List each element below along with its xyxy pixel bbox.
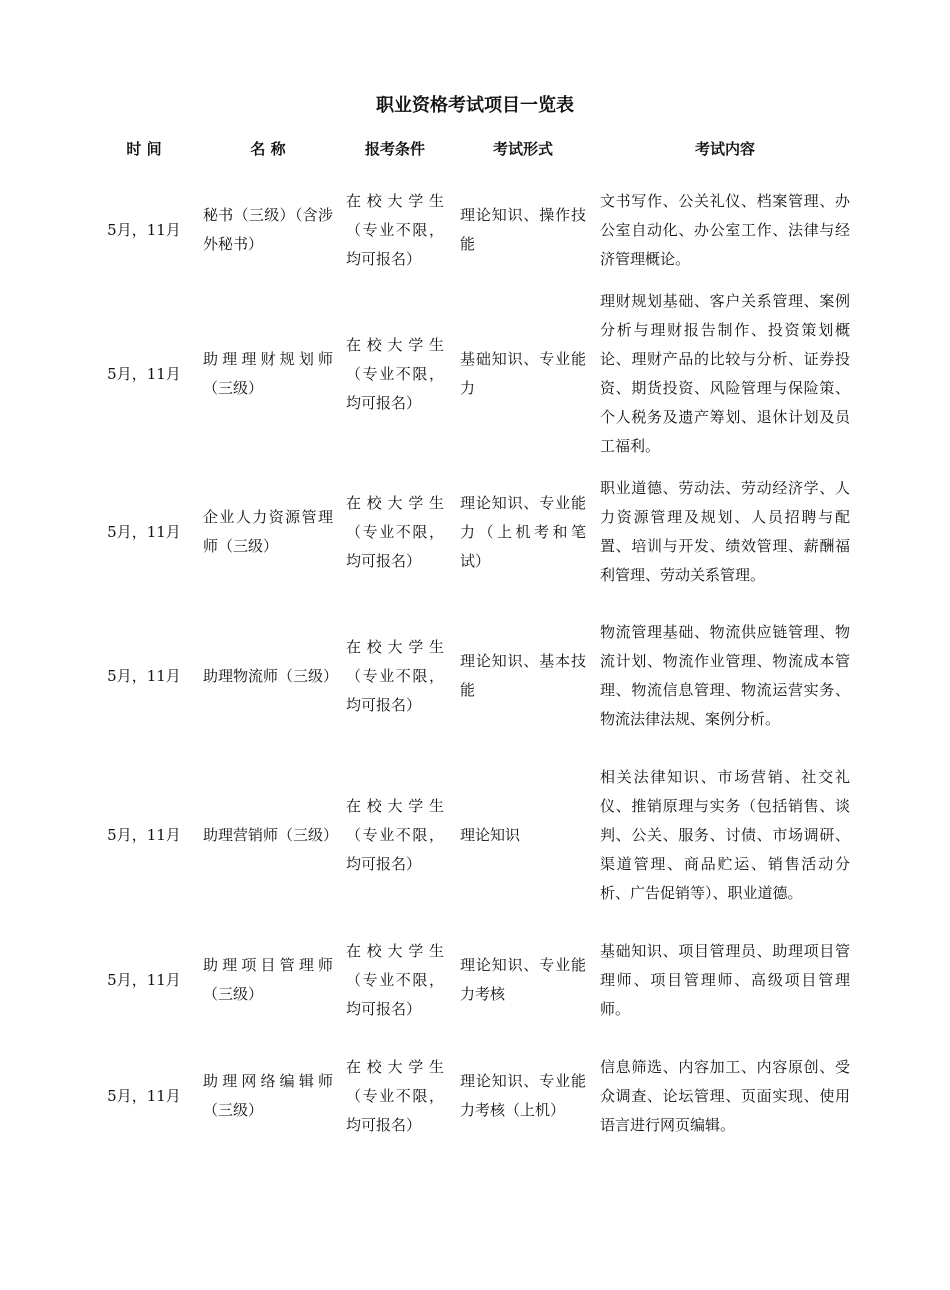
- document-title: 职业资格考试项目一览表: [376, 95, 574, 116]
- form-cell: 理论知识、操作技能: [460, 206, 586, 253]
- form-cell: 基础知识、专业能力: [460, 350, 586, 397]
- table-row: [0, 922, 950, 1038]
- table-row: [0, 460, 950, 604]
- content-cell: 相关法律知识、市场营销、社交礼仪、推销原理与实务（包括销售、谈判、公关、服务、讨债、市场调研、渠道管理、商品贮运、销售活动分析、广告促销等）、职业道德。: [600, 767, 850, 902]
- form-cell: 理论知识、基本技能: [460, 652, 586, 699]
- time-cell: 5月，11月: [107, 970, 181, 989]
- time-cell: 5月，11月: [107, 1086, 181, 1105]
- name-cell: 助理理财规划师（三级）: [203, 350, 333, 397]
- form-cell: 理论知识: [460, 825, 521, 844]
- time-cell: 5月，11月: [107, 364, 181, 383]
- requirement-cell: 在校大学生（专业不限，均可报名）: [346, 191, 444, 268]
- table-row: [0, 604, 950, 748]
- form-cell: 理论知识、专业能力（上机考和笔试）: [460, 493, 586, 570]
- requirement-cell: 在校大学生（专业不限，均可报名）: [346, 796, 444, 873]
- name-cell: 企业人力资源管理师（三级）: [203, 508, 333, 555]
- requirement-cell: 在校大学生（专业不限，均可报名）: [346, 637, 444, 714]
- requirement-cell: 在校大学生（专业不限，均可报名）: [346, 493, 444, 570]
- time-cell: 5月，11月: [107, 522, 181, 541]
- form-cell: 理论知识、专业能力考核（上机）: [460, 1072, 586, 1119]
- table-row: [0, 1038, 950, 1154]
- header-form: 考试形式: [492, 140, 553, 158]
- header-content: 考试内容: [694, 140, 755, 158]
- table-row: [0, 172, 950, 288]
- table-row: [0, 748, 950, 922]
- requirement-cell: 在校大学生（专业不限，均可报名）: [346, 335, 444, 412]
- header-time: 时 间: [126, 140, 162, 158]
- time-cell: 5月，11月: [107, 220, 181, 239]
- name-cell: 助理项目管理师（三级）: [203, 956, 333, 1003]
- name-cell: 助理网络编辑师（三级）: [203, 1072, 333, 1119]
- header-requirement: 报考条件: [364, 140, 425, 158]
- name-cell: 助理物流师（三级）: [203, 666, 339, 685]
- content-cell: 职业道德、劳动法、劳动经济学、人力资源管理及规划、人员招聘与配置、培训与开发、绩效管理、薪酬福利管理、劳动关系管理。: [600, 479, 850, 584]
- form-cell: 理论知识、专业能力考核: [460, 956, 586, 1003]
- content-cell: 文书写作、公关礼仪、档案管理、办公室自动化、办公室工作、法律与经济管理概论。: [600, 191, 850, 268]
- time-cell: 5月，11月: [107, 666, 181, 685]
- table-row: [0, 288, 950, 460]
- content-cell: 基础知识、项目管理员、助理项目管理师、项目管理师、高级项目管理师。: [600, 941, 850, 1018]
- content-cell: 物流管理基础、物流供应链管理、物流计划、物流作业管理、物流成本管理、物流信息管理、物流运营实务、物流法律法规、案例分析。: [600, 623, 850, 728]
- requirement-cell: 在校大学生（专业不限，均可报名）: [346, 1057, 444, 1134]
- header-name: 名 称: [250, 140, 286, 158]
- name-cell: 助理营销师（三级）: [203, 825, 339, 844]
- requirement-cell: 在校大学生（专业不限，均可报名）: [346, 941, 444, 1018]
- name-cell: 秘书（三级）（含涉外秘书）: [203, 206, 333, 253]
- content-cell: 理财规划基础、客户关系管理、案例分析与理财报告制作、投资策划概论、理财产品的比较与分析、证券投资、期货投资、风险管理与保险策、个人税务及遗产筹划、退休计划及员工福利。: [600, 292, 850, 455]
- time-cell: 5月，11月: [107, 825, 181, 844]
- content-cell: 信息筛选、内容加工、内容原创、受众调查、论坛管理、页面实现、使用语言进行网页编辑。: [600, 1057, 850, 1134]
- table-header: [0, 138, 950, 162]
